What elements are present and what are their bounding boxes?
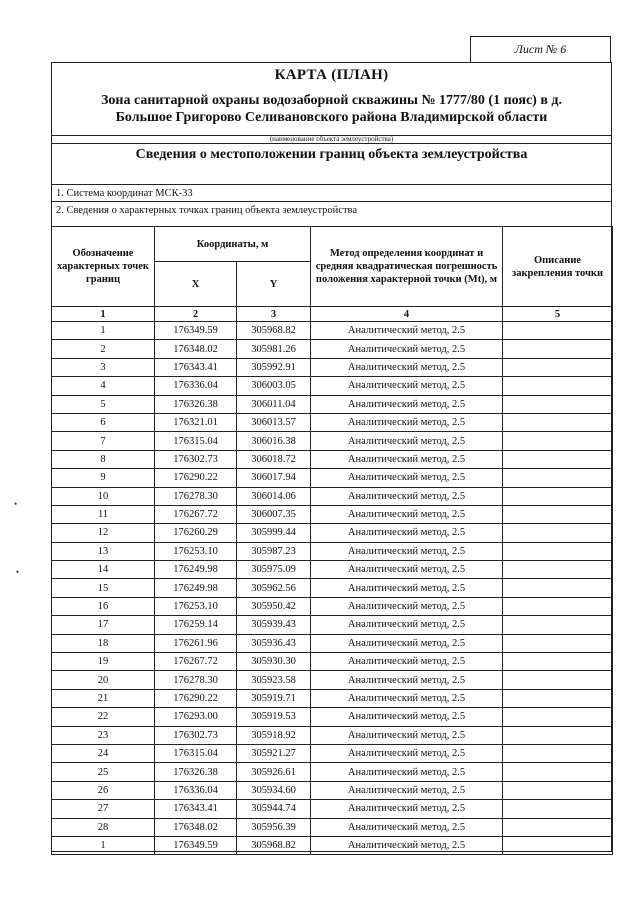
point-id-cell: 28	[52, 818, 155, 836]
method-cell: Аналитический метод, 2.5	[311, 653, 503, 671]
table-row	[52, 450, 613, 468]
object-caption: (наименование объекта землеустройства)	[269, 135, 394, 143]
x-cell: 176302.73	[155, 726, 237, 744]
description-cell	[503, 322, 613, 340]
description-cell	[503, 653, 613, 671]
y-cell: 305921.27	[237, 744, 311, 762]
x-cell: 176260.29	[155, 524, 237, 542]
x-cell: 176326.38	[155, 763, 237, 781]
table-row	[52, 340, 613, 358]
document-frame	[51, 62, 612, 852]
method-cell: Аналитический метод, 2.5	[311, 616, 503, 634]
table-row	[52, 377, 613, 395]
method-cell: Аналитический метод, 2.5	[311, 597, 503, 615]
y-cell: 305987.23	[237, 542, 311, 560]
divider	[52, 143, 611, 144]
x-cell: 176261.96	[155, 634, 237, 652]
table-row	[52, 781, 613, 799]
x-cell: 176321.01	[155, 413, 237, 431]
method-cell: Аналитический метод, 2.5	[311, 505, 503, 523]
x-cell: 176302.73	[155, 450, 237, 468]
method-cell: Аналитический метод, 2.5	[311, 726, 503, 744]
x-cell: 176348.02	[155, 818, 237, 836]
column-number: 5	[503, 307, 613, 322]
method-cell: Аналитический метод, 2.5	[311, 395, 503, 413]
x-cell: 176315.04	[155, 744, 237, 762]
table-row	[52, 763, 613, 781]
sheet-number-box	[470, 36, 611, 62]
y-cell: 306007.35	[237, 505, 311, 523]
description-cell	[503, 744, 613, 762]
description-cell	[503, 469, 613, 487]
y-cell: 306013.57	[237, 413, 311, 431]
description-cell	[503, 377, 613, 395]
point-id-cell: 12	[52, 524, 155, 542]
points-table-body	[52, 322, 613, 855]
description-cell	[503, 689, 613, 707]
x-cell: 176267.72	[155, 653, 237, 671]
header-x: X	[155, 262, 237, 307]
map-title: КАРТА (ПЛАН)	[274, 67, 389, 83]
coord-system: 1. Система координат МСК-33	[56, 188, 193, 199]
method-cell: Аналитический метод, 2.5	[311, 671, 503, 689]
y-cell: 305930.30	[237, 653, 311, 671]
description-cell	[503, 395, 613, 413]
point-id-cell: 6	[52, 413, 155, 431]
y-cell: 305926.61	[237, 763, 311, 781]
point-id-cell: 24	[52, 744, 155, 762]
x-cell: 176290.22	[155, 469, 237, 487]
point-id-cell: 23	[52, 726, 155, 744]
divider	[52, 184, 611, 185]
table-row	[52, 487, 613, 505]
method-cell: Аналитический метод, 2.5	[311, 634, 503, 652]
x-cell: 176315.04	[155, 432, 237, 450]
y-cell: 305999.44	[237, 524, 311, 542]
method-cell: Аналитический метод, 2.5	[311, 469, 503, 487]
x-cell: 176343.41	[155, 358, 237, 376]
description-cell	[503, 432, 613, 450]
method-cell: Аналитический метод, 2.5	[311, 763, 503, 781]
method-cell: Аналитический метод, 2.5	[311, 450, 503, 468]
x-cell: 176253.10	[155, 597, 237, 615]
x-cell: 176278.30	[155, 671, 237, 689]
object-name	[52, 92, 611, 126]
divider	[52, 201, 611, 202]
table-row	[52, 818, 613, 836]
table-row	[52, 579, 613, 597]
column-number: 1	[52, 307, 155, 322]
x-cell: 176293.00	[155, 708, 237, 726]
header-y: Y	[237, 262, 311, 307]
method-cell: Аналитический метод, 2.5	[311, 689, 503, 707]
description-cell	[503, 340, 613, 358]
description-cell	[503, 358, 613, 376]
margin-mark: •	[14, 499, 18, 509]
description-cell	[503, 763, 613, 781]
method-cell: Аналитический метод, 2.5	[311, 836, 503, 854]
x-cell: 176326.38	[155, 395, 237, 413]
table-row	[52, 524, 613, 542]
sheet-number: Лист № 6	[514, 42, 567, 56]
y-cell: 305939.43	[237, 616, 311, 634]
description-cell	[503, 542, 613, 560]
point-id-cell: 20	[52, 671, 155, 689]
point-id-cell: 17	[52, 616, 155, 634]
description-cell	[503, 450, 613, 468]
table-row	[52, 708, 613, 726]
method-cell: Аналитический метод, 2.5	[311, 358, 503, 376]
description-cell	[503, 505, 613, 523]
x-cell: 176249.98	[155, 579, 237, 597]
method-cell: Аналитический метод, 2.5	[311, 322, 503, 340]
table-row	[52, 597, 613, 615]
y-cell: 305956.39	[237, 818, 311, 836]
points-heading: 2. Сведения о характерных точках границ объекта землеустройства	[56, 205, 358, 216]
point-id-cell: 14	[52, 561, 155, 579]
margin-mark: •	[16, 567, 20, 577]
table-row	[52, 744, 613, 762]
x-cell: 176253.10	[155, 542, 237, 560]
table-row	[52, 616, 613, 634]
x-cell: 176336.04	[155, 781, 237, 799]
table-row	[52, 800, 613, 818]
column-number: 4	[311, 307, 503, 322]
header-coords: Координаты, м	[155, 227, 311, 262]
table-row	[52, 634, 613, 652]
point-id-cell: 10	[52, 487, 155, 505]
point-id-cell: 13	[52, 542, 155, 560]
x-cell: 176249.98	[155, 561, 237, 579]
table-row	[52, 322, 613, 340]
description-cell	[503, 524, 613, 542]
table-row	[52, 395, 613, 413]
method-cell: Аналитический метод, 2.5	[311, 340, 503, 358]
description-cell	[503, 579, 613, 597]
table-row	[52, 358, 613, 376]
y-cell: 305936.43	[237, 634, 311, 652]
description-cell	[503, 487, 613, 505]
x-cell: 176349.59	[155, 322, 237, 340]
method-cell: Аналитический метод, 2.5	[311, 708, 503, 726]
y-cell: 305919.71	[237, 689, 311, 707]
x-cell: 176278.30	[155, 487, 237, 505]
point-id-cell: 25	[52, 763, 155, 781]
header-point: Обозначение характерных точек границ	[52, 227, 155, 307]
point-id-cell: 3	[52, 358, 155, 376]
x-cell: 176348.02	[155, 340, 237, 358]
point-id-cell: 15	[52, 579, 155, 597]
y-cell: 305968.82	[237, 322, 311, 340]
description-cell	[503, 597, 613, 615]
table-row	[52, 689, 613, 707]
table-row	[52, 432, 613, 450]
x-cell: 176290.22	[155, 689, 237, 707]
description-cell	[503, 726, 613, 744]
y-cell: 305962.56	[237, 579, 311, 597]
table-row	[52, 413, 613, 431]
y-cell: 305934.60	[237, 781, 311, 799]
y-cell: 306011.04	[237, 395, 311, 413]
method-cell: Аналитический метод, 2.5	[311, 377, 503, 395]
point-id-cell: 26	[52, 781, 155, 799]
point-id-cell: 1	[52, 836, 155, 854]
x-cell: 176259.14	[155, 616, 237, 634]
description-cell	[503, 800, 613, 818]
y-cell: 305950.42	[237, 597, 311, 615]
method-cell: Аналитический метод, 2.5	[311, 800, 503, 818]
point-id-cell: 4	[52, 377, 155, 395]
column-number: 2	[155, 307, 237, 322]
y-cell: 306017.94	[237, 469, 311, 487]
object-name-line-1: Зона санитарной охраны водозаборной скважины № 1777/80 (1 пояс) в д.	[101, 93, 562, 108]
y-cell: 305944.74	[237, 800, 311, 818]
points-table	[51, 226, 613, 855]
section-title: Сведения о местоположении границ объекта землеустройства	[135, 147, 528, 162]
y-cell: 305923.58	[237, 671, 311, 689]
description-cell	[503, 634, 613, 652]
y-cell: 306016.38	[237, 432, 311, 450]
header-description: Описание закрепления точки	[503, 227, 613, 307]
method-cell: Аналитический метод, 2.5	[311, 432, 503, 450]
description-cell	[503, 561, 613, 579]
method-cell: Аналитический метод, 2.5	[311, 487, 503, 505]
point-id-cell: 19	[52, 653, 155, 671]
table-row	[52, 469, 613, 487]
method-cell: Аналитический метод, 2.5	[311, 561, 503, 579]
y-cell: 305919.53	[237, 708, 311, 726]
point-id-cell: 22	[52, 708, 155, 726]
column-number: 3	[237, 307, 311, 322]
point-id-cell: 2	[52, 340, 155, 358]
table-row	[52, 542, 613, 560]
point-id-cell: 21	[52, 689, 155, 707]
description-cell	[503, 616, 613, 634]
description-cell	[503, 708, 613, 726]
method-cell: Аналитический метод, 2.5	[311, 744, 503, 762]
y-cell: 305918.92	[237, 726, 311, 744]
header-method: Метод определения координат и средняя квадратическая погрешность положения характерной точки (Mt), м	[311, 227, 503, 307]
point-id-cell: 1	[52, 322, 155, 340]
y-cell: 306018.72	[237, 450, 311, 468]
description-cell	[503, 818, 613, 836]
point-id-cell: 16	[52, 597, 155, 615]
column-numbers-row	[52, 307, 613, 322]
x-cell: 176349.59	[155, 836, 237, 854]
point-id-cell: 11	[52, 505, 155, 523]
method-cell: Аналитический метод, 2.5	[311, 524, 503, 542]
y-cell: 306014.06	[237, 487, 311, 505]
description-cell	[503, 413, 613, 431]
method-cell: Аналитический метод, 2.5	[311, 542, 503, 560]
point-id-cell: 18	[52, 634, 155, 652]
method-cell: Аналитический метод, 2.5	[311, 781, 503, 799]
table-row	[52, 726, 613, 744]
y-cell: 305981.26	[237, 340, 311, 358]
method-cell: Аналитический метод, 2.5	[311, 818, 503, 836]
point-id-cell: 9	[52, 469, 155, 487]
table-row	[52, 653, 613, 671]
x-cell: 176336.04	[155, 377, 237, 395]
description-cell	[503, 836, 613, 854]
object-name-line-2: Большое Григорово Селивановского района Владимирской области	[115, 110, 548, 125]
method-cell: Аналитический метод, 2.5	[311, 413, 503, 431]
table-row	[52, 561, 613, 579]
y-cell: 305975.09	[237, 561, 311, 579]
description-cell	[503, 781, 613, 799]
table-row	[52, 671, 613, 689]
x-cell: 176343.41	[155, 800, 237, 818]
x-cell: 176267.72	[155, 505, 237, 523]
description-cell	[503, 671, 613, 689]
method-cell: Аналитический метод, 2.5	[311, 579, 503, 597]
y-cell: 306003.05	[237, 377, 311, 395]
point-id-cell: 5	[52, 395, 155, 413]
y-cell: 305968.82	[237, 836, 311, 854]
table-row	[52, 836, 613, 854]
point-id-cell: 8	[52, 450, 155, 468]
point-id-cell: 27	[52, 800, 155, 818]
point-id-cell: 7	[52, 432, 155, 450]
y-cell: 305992.91	[237, 358, 311, 376]
table-row	[52, 505, 613, 523]
